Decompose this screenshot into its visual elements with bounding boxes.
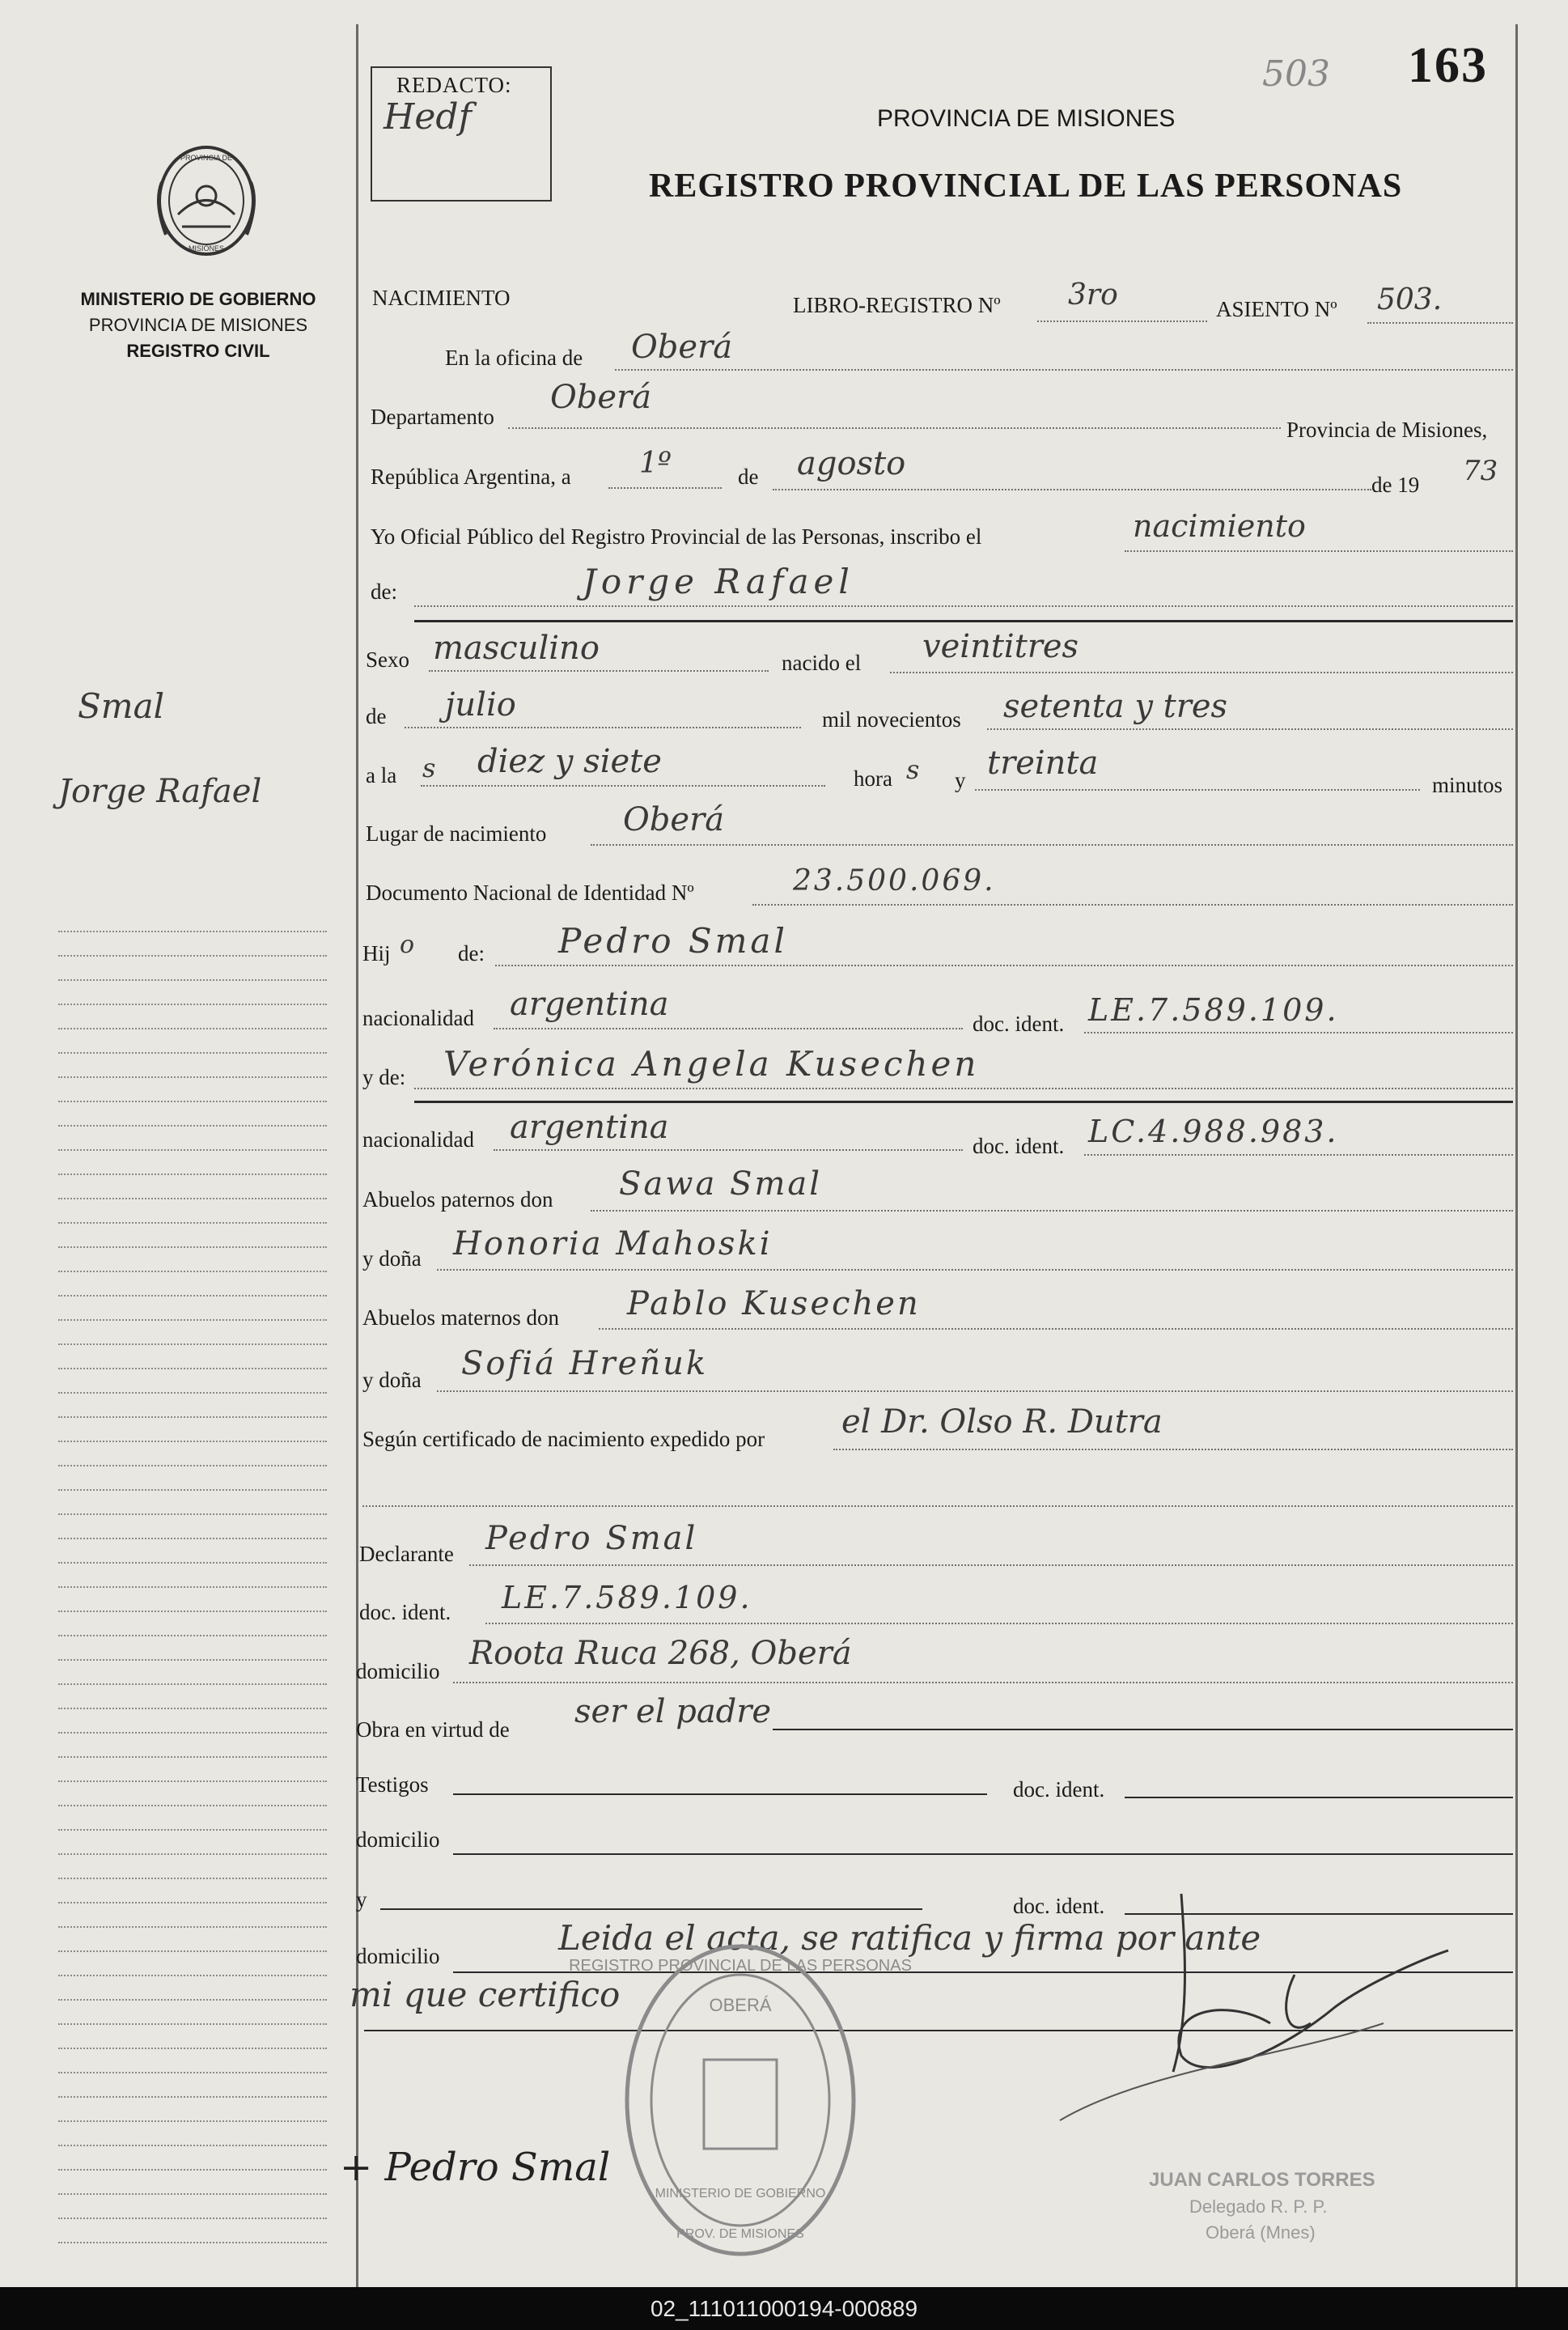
- a-la-s: s: [422, 753, 436, 783]
- testigos-label: Testigos: [356, 1772, 429, 1797]
- official-title: Delegado R. P. P.: [1189, 2196, 1328, 2217]
- stamp-inner-bottom: MINISTERIO DE GOBIERNO: [655, 2187, 826, 2201]
- redacto-box: [371, 66, 552, 202]
- margin-rule: [58, 1926, 327, 1928]
- ab-pat-dona-label: y doña: [362, 1246, 422, 1271]
- ab-pat-label: Abuelos paternos don: [362, 1187, 553, 1212]
- margin-rule: [58, 1805, 327, 1806]
- margin-rule: [58, 1538, 327, 1539]
- horas-label: hora: [854, 766, 892, 791]
- margin-rule: [58, 2193, 327, 2195]
- footer-bar: [0, 2287, 1568, 2330]
- provincia-label: Provincia de Misiones,: [1286, 418, 1488, 442]
- de3-label: de: [366, 704, 387, 728]
- padre-nac-label: nacionalidad: [362, 1006, 474, 1030]
- lugar-value: Oberá: [623, 801, 725, 838]
- ab-mat-don-value: Pablo Kusechen: [627, 1285, 921, 1322]
- margin-rule: [58, 1489, 327, 1491]
- provincial-seal: [146, 138, 267, 271]
- anio-value: 73: [1463, 455, 1498, 487]
- margin-rule: [58, 1149, 327, 1151]
- margin-rule: [58, 1853, 327, 1855]
- official-place: Oberá (Mnes): [1206, 2222, 1316, 2243]
- margin-rule: [58, 1756, 327, 1758]
- margin-rule: [58, 1659, 327, 1661]
- yde-label: y de:: [362, 1065, 406, 1089]
- ab-mat-dona-label: y doña: [362, 1368, 422, 1392]
- margin-rule: [58, 979, 327, 981]
- margin-surname: Smal: [78, 686, 165, 726]
- cert-value: el Dr. Olso R. Dutra: [841, 1403, 1163, 1441]
- closing-line2: mi que certifico: [350, 1975, 621, 2014]
- decl-doc-value: LE.7.589.109.: [502, 1580, 752, 1615]
- madre-value: Verónica Angela Kusechen: [443, 1044, 980, 1084]
- sexo-label: Sexo: [366, 647, 409, 672]
- dia-value: 1º: [639, 447, 672, 480]
- minutos-label: minutos: [1432, 773, 1503, 797]
- sexo-value: masculino: [433, 630, 600, 667]
- ab-mat-label: Abuelos maternos don: [362, 1305, 559, 1330]
- margin-rule: [58, 2023, 327, 2025]
- redacto-initials: Hedf: [384, 96, 472, 138]
- hijo-de-label: de:: [458, 941, 485, 966]
- margin-rule: [58, 1173, 327, 1175]
- padre-doc-label: doc. ident.: [973, 1012, 1065, 1036]
- libro-value: 3ro: [1068, 278, 1118, 312]
- padre-value: Pedro Smal: [558, 921, 788, 961]
- de2-label: de:: [371, 579, 397, 604]
- obra-value: ser el padre: [574, 1693, 772, 1730]
- margin-rule: [58, 2218, 327, 2219]
- margin-rule: [58, 2145, 327, 2146]
- margin-rule: [58, 1246, 327, 1248]
- margin-rule: [58, 1708, 327, 1709]
- y2-label: y: [356, 1887, 367, 1912]
- test-domicilio-label: domicilio: [356, 1827, 440, 1852]
- minutos-value: treinta: [987, 745, 1099, 782]
- margin-rule: [58, 1635, 327, 1636]
- margin-rule: [58, 1829, 327, 1831]
- footer-image-id: 02_111011000194-000889: [650, 2296, 918, 2321]
- declarant-signature: + Pedro Smal: [340, 2145, 611, 2190]
- declarante-label: Declarante: [359, 1542, 454, 1566]
- test2-domicilio-label: domicilio: [356, 1944, 440, 1968]
- folio-number: 163: [1408, 38, 1488, 93]
- right-margin-divider: [1515, 24, 1518, 2290]
- anio-nac-value: setenta y tres: [1003, 688, 1228, 725]
- margin-rule: [58, 2096, 327, 2098]
- margin-rule: [58, 1222, 327, 1224]
- stamp-inner-foot: PROV. DE MISIONES: [676, 2227, 804, 2241]
- margin-rule: [58, 1198, 327, 1199]
- decl-doc-label: doc. ident.: [359, 1600, 451, 1624]
- section-nacimiento: NACIMIENTO: [372, 286, 511, 310]
- margin-rule: [58, 1999, 327, 2001]
- closing-line1: Leida el acta, se ratifica y firma por ante: [558, 1918, 1261, 1958]
- margin-rule: [58, 1125, 327, 1127]
- obra-label: Obra en virtud de: [356, 1717, 510, 1742]
- margin-rule: [58, 1271, 327, 1272]
- nacido-label: nacido el: [782, 651, 862, 675]
- asiento-value: 503.: [1377, 283, 1443, 316]
- margin-rule: [58, 2072, 327, 2073]
- stamp-outer-text: REGISTRO PROVINCIAL DE LAS PERSONAS: [569, 1957, 912, 1975]
- padre-nac-value: argentina: [510, 986, 669, 1023]
- margin-rule: [58, 1611, 327, 1612]
- madre-nac-label: nacionalidad: [362, 1127, 474, 1152]
- madre-nac-value: argentina: [510, 1109, 669, 1146]
- de-label: de: [738, 465, 759, 489]
- departamento-value: Oberá: [550, 379, 652, 416]
- cert-label: Según certificado de nacimiento expedido por: [362, 1427, 765, 1451]
- test2-doc-label: doc. ident.: [1013, 1894, 1105, 1918]
- domicilio-label: domicilio: [356, 1659, 440, 1683]
- margin-rule: [58, 1295, 327, 1297]
- y-label: y: [955, 768, 966, 792]
- departamento-label: Departamento: [371, 405, 494, 429]
- margin-rule: [58, 1975, 327, 1976]
- margin-rule: [58, 1902, 327, 1903]
- oficial-value: nacimiento: [1133, 508, 1306, 544]
- margin-rule: [58, 1878, 327, 1879]
- republica-label: República Argentina, a: [371, 465, 571, 489]
- dni-label: Documento Nacional de Identidad Nº: [366, 881, 694, 905]
- margin-rule: [58, 2169, 327, 2171]
- margin-rule: [58, 1950, 327, 1952]
- stamp-inner-top: OBERÁ: [709, 1995, 772, 2015]
- margin-rule: [58, 2048, 327, 2049]
- margin-rule: [58, 931, 327, 932]
- margin-rule: [58, 1076, 327, 1078]
- horas-s: s: [906, 754, 920, 785]
- official-name: JUAN CARLOS TORRES: [1149, 2169, 1375, 2191]
- ab-mat-dona-value: Sofiá Hreñuk: [461, 1345, 709, 1382]
- seal-top-text: PROVINCIA DE: [180, 154, 233, 162]
- ministry-line2: PROVINCIA DE MISIONES: [88, 315, 308, 335]
- margin-rule: [58, 1368, 327, 1369]
- margin-rule: [58, 1416, 327, 1418]
- redacto-label: REDACTO:: [396, 73, 512, 97]
- margin-rule: [58, 1562, 327, 1564]
- ministry-line1: MINISTERIO DE GOBIERNO: [80, 289, 316, 309]
- madre-doc-value: LC.4.988.983.: [1088, 1114, 1339, 1149]
- margin-rule: [58, 1513, 327, 1515]
- oficina-value: Oberá: [631, 329, 733, 366]
- seal-bottom-text: MISIONES: [188, 244, 225, 253]
- hijo-label: Hij: [362, 941, 391, 966]
- domicilio-value: Roota Ruca 268, Oberá: [469, 1635, 852, 1672]
- registry-title: REGISTRO PROVINCIAL DE LAS PERSONAS: [649, 168, 1403, 205]
- margin-rule: [58, 1732, 327, 1734]
- ab-pat-don-value: Sawa Smal: [619, 1165, 823, 1203]
- nacido-value: veintitres: [922, 628, 1079, 665]
- margin-rule: [58, 1465, 327, 1466]
- margin-rule: [58, 2120, 327, 2122]
- anio-label: de 19: [1371, 473, 1420, 497]
- nombre-value: Jorge Rafael: [583, 562, 854, 601]
- test-doc-label: doc. ident.: [1013, 1777, 1105, 1802]
- ab-pat-dona-value: Honoria Mahoski: [453, 1225, 773, 1263]
- a-la-label: a la: [366, 763, 397, 787]
- declarante-value: Pedro Smal: [485, 1520, 698, 1557]
- ministry-block: [49, 286, 348, 364]
- margin-rule: [58, 1004, 327, 1005]
- margin-rule: [58, 1319, 327, 1321]
- madre-doc-label: doc. ident.: [973, 1134, 1065, 1158]
- margin-rule: [58, 1101, 327, 1102]
- lugar-label: Lugar de nacimiento: [366, 821, 547, 846]
- margin-rule: [58, 2242, 327, 2243]
- province-heading: PROVINCIA DE MISIONES: [877, 105, 1176, 132]
- official-signature: [1044, 1886, 1464, 2145]
- mil-label: mil novecientos: [822, 707, 961, 732]
- margin-rule: [58, 1392, 327, 1394]
- oficial-label: Yo Oficial Público del Registro Provincial de las Personas, inscribo el: [371, 524, 982, 549]
- margin-rule: [58, 1343, 327, 1345]
- margin-rule: [58, 1441, 327, 1442]
- mes-nac-value: julio: [445, 686, 516, 724]
- dni-value: 23.500.069.: [793, 864, 996, 898]
- margin-rule: [58, 1028, 327, 1029]
- libro-label: LIBRO-REGISTRO Nº: [793, 293, 1001, 317]
- official-stamp: [569, 1938, 912, 2262]
- asiento-label: ASIENTO Nº: [1216, 297, 1337, 321]
- margin-rule: [58, 955, 327, 957]
- margin-rule: [58, 1780, 327, 1782]
- oficina-label: En la oficina de: [445, 346, 583, 370]
- padre-doc-value: LE.7.589.109.: [1088, 992, 1339, 1028]
- margin-rule: [58, 1052, 327, 1054]
- hora-value: diez y siete: [477, 743, 662, 780]
- hijo-o: o: [400, 931, 415, 959]
- mes-value: agosto: [797, 445, 906, 482]
- margin-rule: [58, 1586, 327, 1588]
- margin-rule: [58, 1683, 327, 1685]
- margin-given-names: Jorge Rafael: [58, 773, 262, 810]
- ministry-line3: REGISTRO CIVIL: [126, 341, 270, 361]
- folio-handwritten: 503: [1262, 53, 1330, 95]
